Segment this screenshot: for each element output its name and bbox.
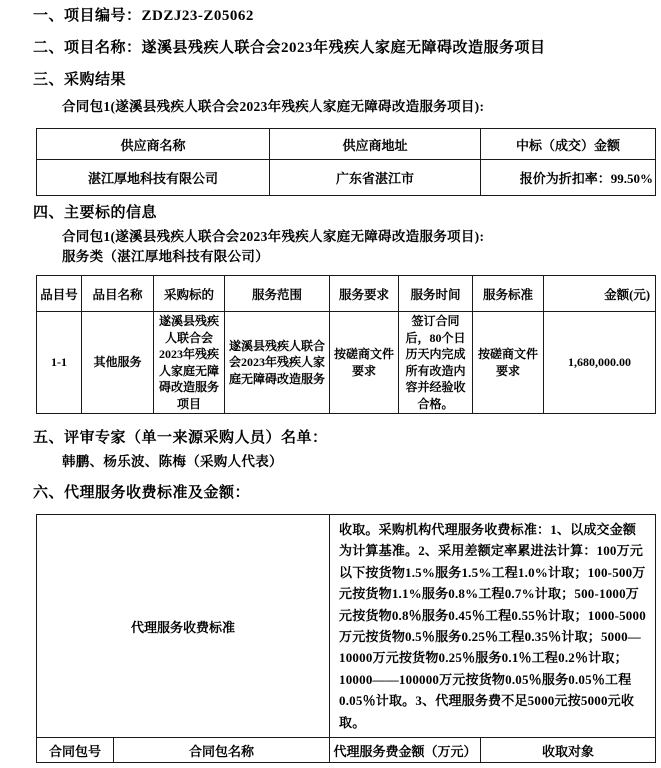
subject-package-line: 合同包1(遂溪县残疾人联合会2023年残疾人家庭无障碍改造服务项目): — [62, 229, 485, 244]
fee-standard-text-cell: 收取。采购机构代理服务收费标准：1、以成交金额为计算基准。2、采用差额定率累进法计算：100万元以下按货物1.5%服务1.5%工程1.0%计取；100-500万元按货物1.1%服务0.8%工程0.7%计取；500-1000万元按货物0.8％服务0.45％工程0.55％计取；1000-5000万元按货物0.5％服务0.25％工程0.35％计取；5000—10000万元按货物0.25％服务0.1％工程0.2％计取；10000——100000万元按货物0.05％服务0.05％工程0.05％计取。3、代理服务费不足5000元按5000元收取。 — [330, 515, 656, 738]
item-no-cell: 1-1 — [37, 312, 82, 414]
subject-info-heading: 四、主要标的信息 — [33, 205, 158, 221]
contract-package-no-header: 合同包号 — [37, 738, 114, 763]
item-no-header: 品目号 — [37, 276, 82, 312]
service-time-cell: 签订合同后，80个日历天内完成所有改造内容并经验收合格。 — [399, 312, 473, 414]
service-scope-cell: 遂溪县残疾人联合会2023年残疾人家庭无障碍改造服务 — [225, 312, 330, 414]
subject-header: 采购标的 — [154, 276, 225, 312]
amount-cell: 1,680,000.00 — [544, 312, 656, 414]
subject-detail-table — [36, 275, 656, 414]
supplier-name-header: 供应商名称 — [37, 129, 270, 160]
supplier-address-cell: 广东省湛江市 — [270, 160, 481, 196]
agency-fee-amount-header: 代理服务费金额（万元） — [330, 738, 481, 763]
contract-package-name-header: 合同包名称 — [114, 738, 330, 763]
project-name-heading: 二、项目名称：遂溪县残疾人联合会2023年残疾人家庭无障碍改造服务项目 — [33, 40, 546, 56]
agency-fee-table — [36, 514, 656, 763]
service-time-header: 服务时间 — [399, 276, 473, 312]
award-amount-cell: 报价为折扣率：99.50% — [481, 160, 656, 196]
item-name-cell: 其他服务 — [82, 312, 154, 414]
amount-header: 金额(元) — [544, 276, 656, 312]
subject-cell: 遂溪县残疾人联合会2023年残疾人家庭无障碍改造服务项目 — [154, 312, 225, 414]
table-row — [37, 312, 656, 414]
table-header-row — [37, 276, 656, 312]
service-require-cell: 按磋商文件要求 — [330, 312, 399, 414]
table-row — [37, 160, 656, 196]
fee-payer-header: 收取对象 — [481, 738, 656, 763]
service-standard-cell: 按磋商文件要求 — [473, 312, 544, 414]
item-name-header: 品目名称 — [82, 276, 154, 312]
supplier-name-cell: 湛江厚地科技有限公司 — [37, 160, 270, 196]
project-number-heading: 一、项目编号：ZDZJ23-Z05062 — [33, 8, 254, 24]
service-standard-header: 服务标准 — [473, 276, 544, 312]
supplier-result-table — [36, 128, 656, 196]
table-header-row — [37, 129, 656, 160]
agency-fee-heading: 六、代理服务收费标准及金额： — [33, 485, 251, 501]
service-scope-header: 服务范围 — [225, 276, 330, 312]
result-package-line: 合同包1(遂溪县残疾人联合会2023年残疾人家庭无障碍改造服务项目): — [62, 99, 485, 114]
fee-footer-header-row — [37, 738, 656, 763]
service-category-line: 服务类（湛江厚地科技有限公司） — [62, 249, 269, 264]
expert-list-heading: 五、评审专家（单一来源采购人员）名单： — [33, 430, 328, 446]
procurement-result-heading: 三、采购结果 — [33, 72, 127, 88]
service-require-header: 服务要求 — [330, 276, 399, 312]
supplier-address-header: 供应商地址 — [270, 129, 481, 160]
award-amount-header: 中标（成交）金额 — [481, 129, 656, 160]
fee-standard-label-cell: 代理服务收费标准 — [37, 515, 330, 738]
fee-standard-row — [37, 515, 656, 738]
expert-names-line: 韩鹏、杨乐波、陈梅（采购人代表） — [62, 454, 283, 469]
